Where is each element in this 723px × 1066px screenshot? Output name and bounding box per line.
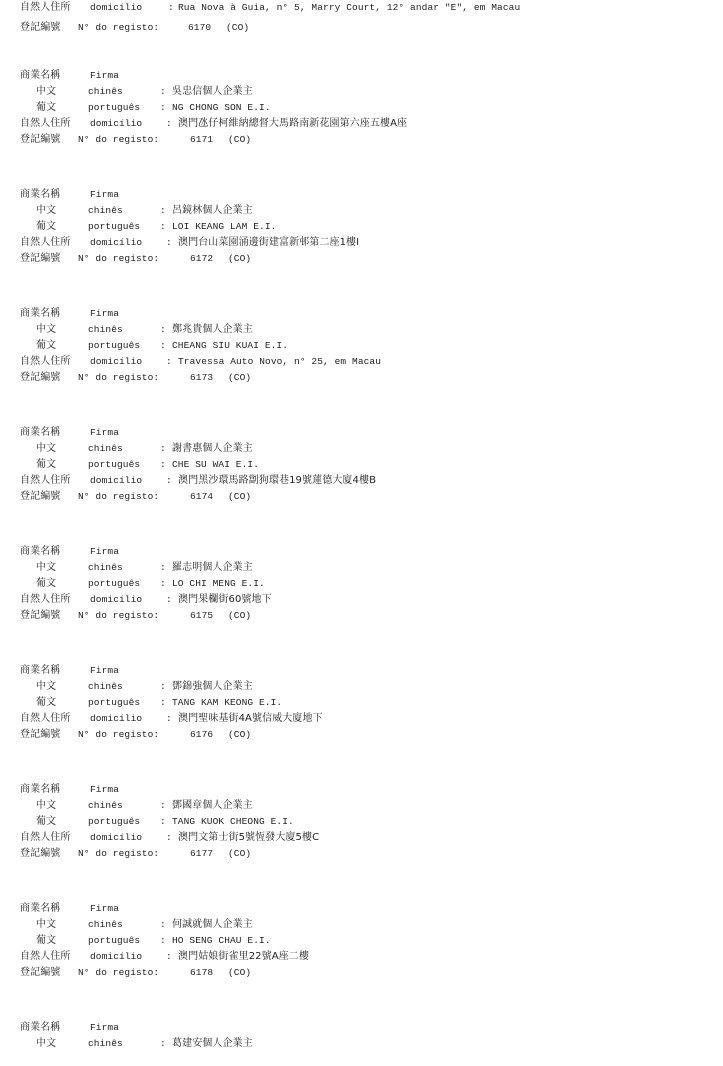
domicilio-label-pt: domicílio [90, 2, 143, 13]
registo-suffix: (CO) [228, 610, 252, 621]
registo-suffix: (CO) [228, 372, 252, 383]
chines-line [20, 441, 253, 457]
domicilio-line [20, 0, 520, 16]
firma-portugues: CHE SU WAI E.I. [172, 459, 260, 470]
registo-suffix: (CO) [228, 253, 252, 264]
chines-label-pt: chinês [88, 562, 123, 573]
registo-number: 6170 [188, 22, 212, 33]
chines-label-cjk: 中文 [36, 800, 57, 811]
domicilio-label-cjk: 自然人住所 [20, 118, 71, 129]
colon: : [166, 832, 172, 843]
firma-label-cjk: 商業名稱 [20, 70, 61, 81]
colon: : [160, 578, 166, 589]
portugues-line [20, 814, 294, 830]
registo-line [20, 20, 249, 36]
chines-line [20, 84, 253, 100]
portugues-line [20, 933, 271, 949]
colon: : [160, 459, 166, 470]
chines-line [20, 203, 253, 219]
firma-header [20, 425, 119, 441]
firma-portugues: CHEANG SIU KUAI E.I. [172, 340, 289, 351]
colon: : [160, 697, 166, 708]
domicilio-value: 澳門黑沙環馬路劏狗環巷19號蓮德大廈4樓B [178, 475, 377, 486]
colon: : [166, 475, 172, 486]
portugues-label-cjk: 葡文 [36, 816, 57, 827]
firma-portugues: LO CHI MENG E.I. [172, 578, 265, 589]
portugues-line [20, 100, 271, 116]
colon: : [168, 2, 174, 13]
firma-portugues: NG CHONG SON E.I. [172, 102, 271, 113]
domicilio-label-pt: domicílio [90, 713, 143, 724]
registo-number: 6178 [190, 967, 214, 978]
registo-label-cjk: 登記編號 [20, 729, 61, 740]
registo-suffix: (CO) [228, 848, 252, 859]
domicilio-label-cjk: 自然人住所 [20, 713, 71, 724]
registo-suffix: (CO) [228, 134, 252, 145]
colon: : [160, 221, 166, 232]
domicilio-line [20, 116, 407, 132]
firma-label-cjk: 商業名稱 [20, 1022, 61, 1033]
domicilio-label-pt: domicílio [90, 594, 143, 605]
domicilio-label-cjk: 自然人住所 [20, 475, 71, 486]
domicilio-label-cjk: 自然人住所 [20, 237, 71, 248]
firma-chines: 羅志明個人企業主 [172, 562, 253, 573]
chines-label-pt: chinês [88, 919, 123, 930]
domicilio-line [20, 830, 319, 846]
domicilio-line [20, 711, 323, 727]
colon: : [160, 102, 166, 113]
firma-label-cjk: 商業名稱 [20, 308, 61, 319]
chines-label-cjk: 中文 [36, 681, 57, 692]
domicilio-value: 澳門聖味基街4A號信威大廈地下 [178, 713, 323, 724]
registo-suffix: (CO) [228, 729, 252, 740]
portugues-label-cjk: 葡文 [36, 459, 57, 470]
firma-label-cjk: 商業名稱 [20, 665, 61, 676]
colon: : [160, 324, 166, 335]
portugues-line [20, 695, 282, 711]
domicilio-label-cjk: 自然人住所 [20, 594, 71, 605]
domicilio-value: 澳門台山菜園涌邊街建富新邨第二座1樓I [178, 237, 360, 248]
firma-label-pt: Firma [90, 308, 120, 319]
colon: : [160, 681, 166, 692]
firma-label-pt: Firma [90, 903, 120, 914]
colon: : [160, 800, 166, 811]
chines-label-cjk: 中文 [36, 443, 57, 454]
registo-label-cjk: 登記編號 [20, 22, 61, 33]
chines-label-cjk: 中文 [36, 562, 57, 573]
registo-suffix: (CO) [228, 491, 252, 502]
domicilio-line [20, 592, 272, 608]
registo-label-pt: N° do registo: [78, 253, 160, 264]
firma-header [20, 782, 119, 798]
registo-number: 6172 [190, 253, 214, 264]
chines-line [20, 798, 253, 814]
registo-line [20, 727, 251, 743]
registo-label-cjk: 登記編號 [20, 967, 61, 978]
firma-portugues: TANG KUOK CHEONG E.I. [172, 816, 294, 827]
portugues-label-pt: português [88, 459, 141, 470]
chines-line [20, 560, 253, 576]
colon: : [166, 951, 172, 962]
domicilio-label-pt: domicílio [90, 356, 143, 367]
domicilio-value: 澳門果欄街60號地下 [178, 594, 272, 605]
firma-header [20, 1020, 119, 1036]
colon: : [160, 205, 166, 216]
domicilio-label-cjk: 自然人住所 [20, 2, 71, 13]
registo-line [20, 370, 251, 386]
portugues-label-cjk: 葡文 [36, 578, 57, 589]
registo-label-pt: N° do registo: [78, 22, 160, 33]
registo-suffix: (CO) [226, 22, 250, 33]
portugues-label-pt: português [88, 935, 141, 946]
registo-label-cjk: 登記編號 [20, 491, 61, 502]
chines-label-pt: chinês [88, 205, 123, 216]
chines-label-pt: chinês [88, 1038, 123, 1049]
colon: : [166, 356, 172, 367]
firma-portugues: TANG KAM KEONG E.I. [172, 697, 283, 708]
registo-label-pt: N° do registo: [78, 848, 160, 859]
domicilio-label-cjk: 自然人住所 [20, 832, 71, 843]
colon: : [160, 816, 166, 827]
domicilio-label-pt: domicílio [90, 475, 143, 486]
registo-line [20, 965, 251, 981]
portugues-label-pt: português [88, 102, 141, 113]
chines-label-pt: chinês [88, 681, 123, 692]
registo-label-cjk: 登記編號 [20, 848, 61, 859]
firma-chines: 鄧國章個人企業主 [172, 800, 253, 811]
firma-label-pt: Firma [90, 546, 120, 557]
firma-header [20, 901, 119, 917]
registo-label-cjk: 登記編號 [20, 134, 61, 145]
portugues-label-pt: português [88, 697, 141, 708]
firma-label-pt: Firma [90, 665, 120, 676]
portugues-label-cjk: 葡文 [36, 935, 57, 946]
chines-line [20, 917, 253, 933]
domicilio-label-pt: domicílio [90, 951, 143, 962]
firma-header [20, 306, 119, 322]
firma-label-cjk: 商業名稱 [20, 784, 61, 795]
portugues-label-pt: português [88, 816, 141, 827]
registo-number: 6171 [190, 134, 214, 145]
firma-label-cjk: 商業名稱 [20, 189, 61, 200]
colon: : [160, 1038, 166, 1049]
firma-portugues: LOI KEANG LAM E.I. [172, 221, 277, 232]
chines-label-cjk: 中文 [36, 1038, 57, 1049]
chines-label-cjk: 中文 [36, 205, 57, 216]
registo-number: 6176 [190, 729, 214, 740]
registo-label-pt: N° do registo: [78, 729, 160, 740]
firma-chines: 鄧錦強個人企業主 [172, 681, 253, 692]
firma-header [20, 68, 119, 84]
portugues-label-pt: português [88, 221, 141, 232]
chines-label-cjk: 中文 [36, 919, 57, 930]
firma-label-cjk: 商業名稱 [20, 546, 61, 557]
chines-line [20, 322, 253, 338]
portugues-label-pt: português [88, 340, 141, 351]
colon: : [160, 919, 166, 930]
firma-label-pt: Firma [90, 1022, 120, 1033]
firma-label-pt: Firma [90, 70, 120, 81]
colon: : [160, 935, 166, 946]
registo-suffix: (CO) [228, 967, 252, 978]
colon: : [160, 86, 166, 97]
portugues-label-cjk: 葡文 [36, 102, 57, 113]
registo-line [20, 251, 251, 267]
domicilio-label-pt: domicílio [90, 237, 143, 248]
portugues-line [20, 576, 265, 592]
domicilio-value: Travessa Auto Novo, n° 25, em Macau [178, 356, 382, 367]
domicilio-label-pt: domicílio [90, 832, 143, 843]
domicilio-line [20, 949, 309, 965]
domicilio-line [20, 354, 381, 370]
domicilio-line [20, 473, 376, 489]
chines-label-pt: chinês [88, 443, 123, 454]
firma-chines: 呂鏡林個人企業主 [172, 205, 253, 216]
portugues-label-cjk: 葡文 [36, 221, 57, 232]
domicilio-value: 澳門文第士街5號恆發大廈5樓C [178, 832, 320, 843]
firma-portugues: HO SENG CHAU E.I. [172, 935, 271, 946]
registo-label-pt: N° do registo: [78, 610, 160, 621]
firma-chines: 葛建安個人企業主 [172, 1038, 253, 1049]
registo-line [20, 608, 251, 624]
firma-chines: 吳忠信個人企業主 [172, 86, 253, 97]
registo-label-pt: N° do registo: [78, 967, 160, 978]
domicilio-line [20, 235, 359, 251]
chines-line [20, 1036, 253, 1052]
registo-label-pt: N° do registo: [78, 134, 160, 145]
registo-number: 6173 [190, 372, 214, 383]
chines-label-pt: chinês [88, 800, 123, 811]
portugues-line [20, 219, 276, 235]
firma-header [20, 187, 119, 203]
portugues-label-cjk: 葡文 [36, 340, 57, 351]
firma-label-pt: Firma [90, 189, 120, 200]
chines-label-cjk: 中文 [36, 86, 57, 97]
chines-label-pt: chinês [88, 86, 123, 97]
colon: : [166, 237, 172, 248]
domicilio-label-cjk: 自然人住所 [20, 356, 71, 367]
colon: : [160, 562, 166, 573]
registo-line [20, 489, 251, 505]
registo-number: 6175 [190, 610, 214, 621]
registo-number: 6177 [190, 848, 214, 859]
domicilio-value: 澳門姑娘街雀里22號A座二樓 [178, 951, 309, 962]
portugues-line [20, 457, 259, 473]
firma-chines: 何誠就個人企業主 [172, 919, 253, 930]
firma-label-cjk: 商業名稱 [20, 427, 61, 438]
registo-label-pt: N° do registo: [78, 372, 160, 383]
chines-line [20, 679, 253, 695]
firma-header [20, 544, 119, 560]
registo-label-cjk: 登記編號 [20, 610, 61, 621]
firma-chines: 鄭兆貴個人企業主 [172, 324, 253, 335]
registo-line [20, 846, 251, 862]
colon: : [166, 594, 172, 605]
portugues-label-pt: português [88, 578, 141, 589]
portugues-label-cjk: 葡文 [36, 697, 57, 708]
firma-label-pt: Firma [90, 427, 120, 438]
domicilio-label-cjk: 自然人住所 [20, 951, 71, 962]
firma-header [20, 663, 119, 679]
registo-label-cjk: 登記編號 [20, 253, 61, 264]
firma-chines: 謝書惠個人企業主 [172, 443, 253, 454]
domicilio-value: 澳門氹仔柯維納總督大馬路南新花園第六座五樓A座 [178, 118, 408, 129]
registo-label-cjk: 登記編號 [20, 372, 61, 383]
domicilio-label-pt: domicílio [90, 118, 143, 129]
colon: : [166, 713, 172, 724]
domicilio-value: Rua Nova à Guia, n° 5, Marry Court, 12° andar "E", em Macau [178, 2, 521, 13]
registo-label-pt: N° do registo: [78, 491, 160, 502]
registo-line [20, 132, 251, 148]
colon: : [160, 340, 166, 351]
chines-label-pt: chinês [88, 324, 123, 335]
registo-number: 6174 [190, 491, 214, 502]
portugues-line [20, 338, 288, 354]
chines-label-cjk: 中文 [36, 324, 57, 335]
colon: : [160, 443, 166, 454]
firma-label-pt: Firma [90, 784, 120, 795]
colon: : [166, 118, 172, 129]
firma-label-cjk: 商業名稱 [20, 903, 61, 914]
